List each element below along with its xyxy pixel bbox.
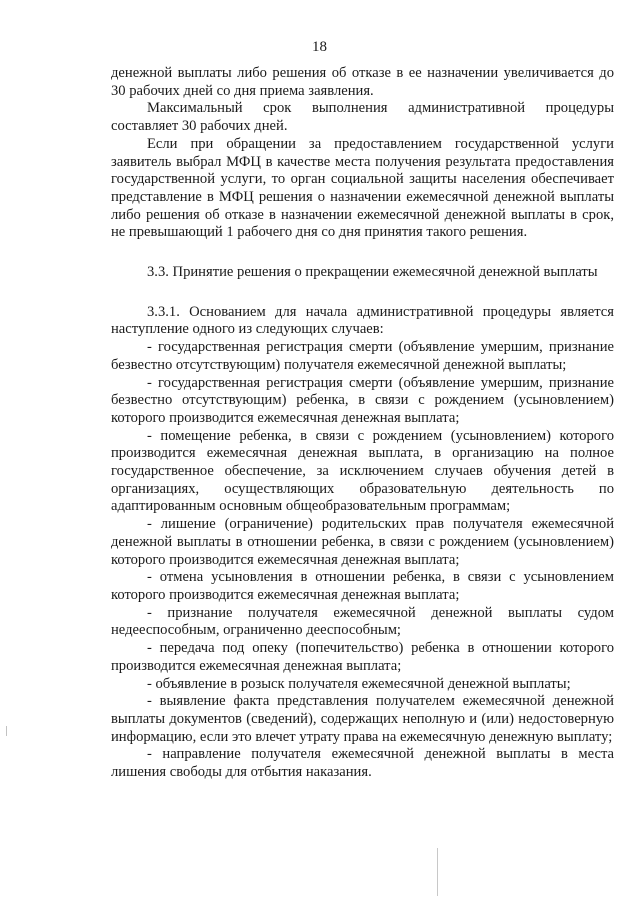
page-number: 18 <box>312 39 327 55</box>
list-item: - лишение (ограничение) родительских прав получателя ежемесячной денежной выплаты в отношении ребенка, в связи с рождением (усыновлением) которого производится ежемесячная денежная выплата; <box>111 516 614 568</box>
scan-artifact-mark <box>6 726 7 736</box>
list-item: - признание получателя ежемесячной денежной выплаты судом недееспособным, ограниченно дееспособным; <box>111 604 614 639</box>
paragraph-intro: 3.3.1. Основанием для начала административной процедуры является наступление одного из следующих случаев: <box>111 303 614 338</box>
scan-artifact-line <box>437 848 438 896</box>
list-item: - помещение ребенка, в связи с рождением (усыновлением) которого производится ежемесячная денежная выплата, в организацию на полное государственное обеспечение, за исключением случаев обучения детей в организациях, осуществляющих образовательную деятельность по адаптированным основным общеобразовательным программам; <box>111 427 614 515</box>
list-item: - передача под опеку (попечительство) ребенка в отношении которого производится ежемесячная денежная выплата; <box>111 640 614 674</box>
document-body <box>111 65 614 782</box>
list-item: - выявление факта представления получателем ежемесячной денежной выплаты документов (сведений), содержащих неполную и (или) недостоверную информацию, если это влечет утрату права на ежемесячную денежную выплату; <box>111 693 614 745</box>
paragraph-continued: денежной выплаты либо решения об отказе в ее назначении увеличивается до 30 рабочих дней со дня приема заявления. <box>111 65 614 99</box>
list-item: - направление получателя ежемесячной денежной выплаты в места лишения свободы для отбытия наказания. <box>111 746 614 781</box>
section-heading: 3.3. Принятие решения о прекращении ежемесячной денежной выплаты <box>147 264 598 281</box>
list-item: - объявление в розыск получателя ежемесячной денежной выплаты; <box>147 675 571 692</box>
list-item: - государственная регистрация смерти (объявление умершим, признание безвестно отсутствующим) получателя ежемесячной денежной выплаты; <box>111 339 614 373</box>
list-item: - отмена усыновления в отношении ребенка, в связи с усыновлением которого производится ежемесячная денежная выплата; <box>111 569 614 603</box>
paragraph-max-term: Максимальный срок выполнения административной процедуры составляет 30 рабочих дней. <box>111 100 614 135</box>
paragraph-mfc: Если при обращении за предоставлением государственной услуги заявитель выбрал МФЦ в качестве места получения результата предоставления государственной услуги, то орган социальной защиты населения обеспечивает представление в МФЦ решения о назначении ежемесячной денежной выплаты либо решения об отказе в назначении ежемесячной денежной выплаты в срок, не превышающий 1 рабочего дня со дня принятия такого решения. <box>111 135 614 241</box>
list-item: - государственная регистрация смерти (объявление умершим, признание безвестно отсутствующим) ребенка, в связи с рождением (усыновлением) которого производится ежемесячная денежная выплата; <box>111 374 614 426</box>
